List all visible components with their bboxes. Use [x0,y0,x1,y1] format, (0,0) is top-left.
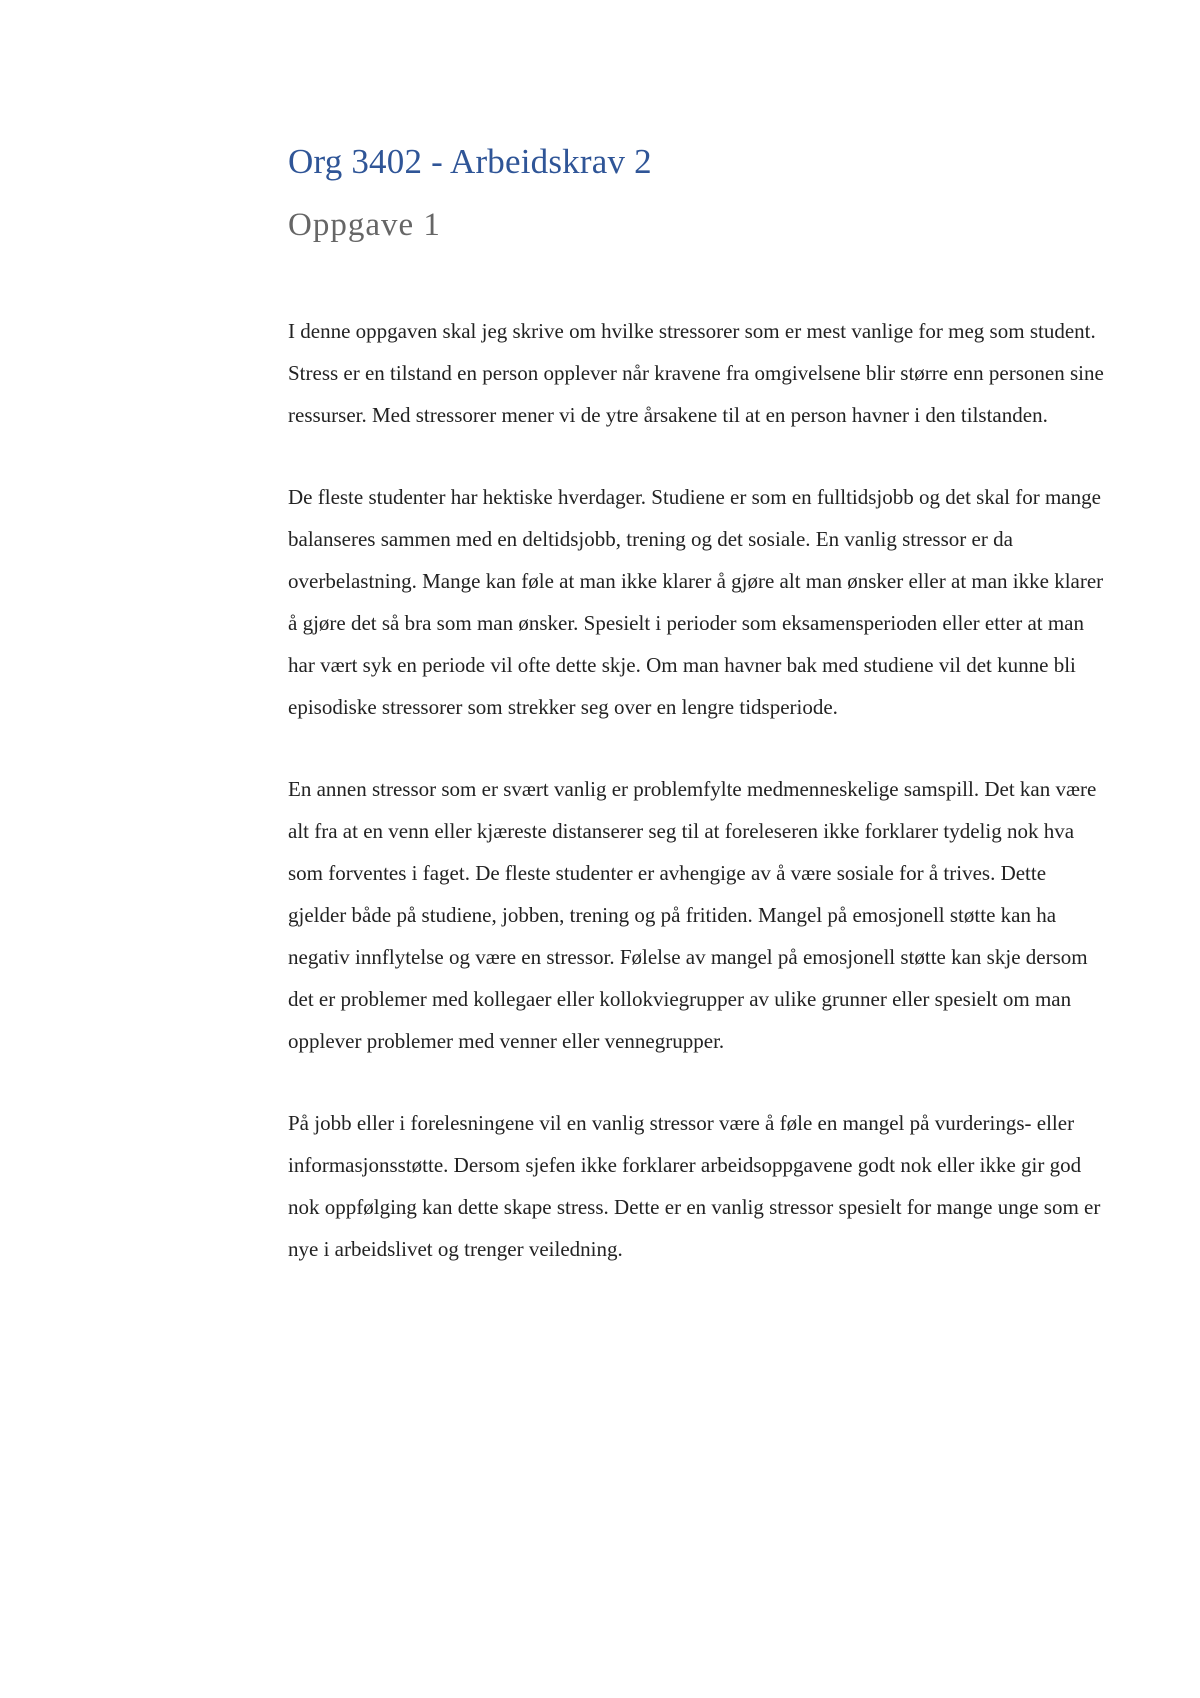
document-body [288,310,1108,1270]
paragraph-social: En annen stressor som er svært vanlig er problemfylte medmenneskelige samspill. Det kan være alt fra at en venn eller kjæreste distanserer seg til at foreleseren ikke forklarer tydelig nok hva som forventes i faget. De fleste studenter er avhengige av å være sosiale for å trives. Dette gjelder både på studiene, jobben, trening og på fritiden. Mangel på emosjonell støtte kan ha negativ innflytelse og være en stressor. Følelse av mangel på emosjonell støtte kan skje dersom det er problemer med kollegaer eller kollokviegrupper av ulike grunner eller spesielt om man opplever problemer med venner eller vennegrupper. [288,777,1097,1053]
document-title: Org 3402 - Arbeidskrav 2 [288,142,652,181]
paragraph-work-support: På jobb eller i forelesningene vil en vanlig stressor være å føle en mangel på vurderings- eller informasjonsstøtte. Dersom sjefen ikke forklarer arbeidsoppgavene godt nok eller ikke gir god nok oppfølging kan dette skape stress. Dette er en vanlig stressor spesielt for mange unge som er nye i arbeidslivet og trenger veiledning. [288,1111,1101,1261]
paragraph-overload: De fleste studenter har hektiske hverdager. Studiene er som en fulltidsjobb og det skal for mange balanseres sammen med en deltidsjobb, trening og det sosiale. En vanlig stressor er da overbelastning. Mange kan føle at man ikke klarer å gjøre alt man ønsker eller at man ikke klarer å gjøre det så bra som man ønsker. Spesielt i perioder som eksamensperioden eller etter at man har vært syk en periode vil ofte dette skje. Om man havner bak med studiene vil det kunne bli episodiske stressorer som strekker seg over en lengre tidsperiode. [288,485,1104,719]
paragraph-intro: I denne oppgaven skal jeg skrive om hvilke stressorer som er mest vanlige for meg som student. Stress er en tilstand en person opplever når kravene fra omgivelsene blir større enn personen sine ressurser. Med stressorer mener vi de ytre årsakene til at en person havner i den tilstanden. [288,319,1104,427]
section-heading: Oppgave 1 [288,207,441,243]
document-content [288,138,1108,1310]
